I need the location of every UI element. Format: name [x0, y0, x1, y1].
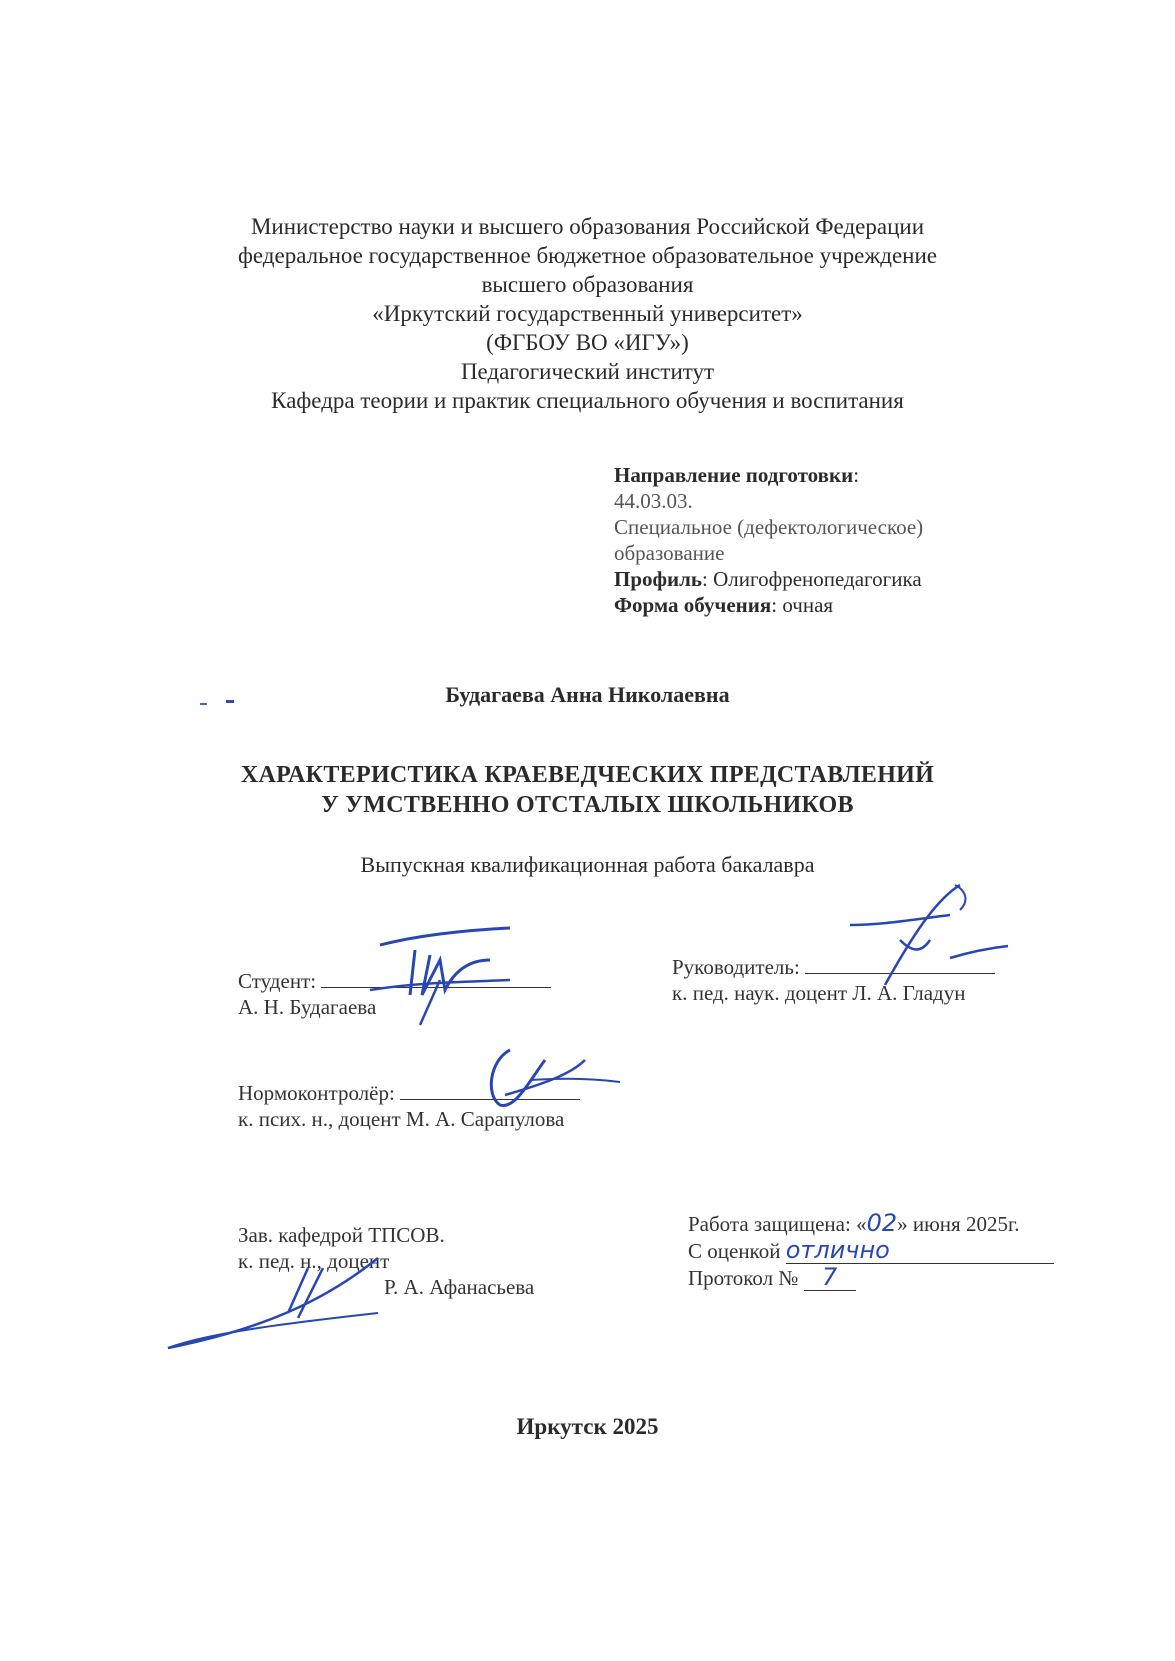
head-position: Зав. кафедрой ТПСОВ. [238, 1223, 445, 1247]
head-degree: к. пед. н., доцент [238, 1249, 390, 1273]
supervisor-label: Руководитель: [672, 955, 800, 979]
header-institute: Педагогический институт [460, 359, 715, 384]
direction-name-line2: образование [614, 541, 725, 565]
profile-value: Олигофренопедагогика [713, 567, 922, 591]
header-education-level: высшего образования [481, 272, 694, 297]
head-block [238, 1222, 534, 1300]
header-university: «Иркутский государственный университет» [372, 301, 803, 326]
form-value: очная [782, 593, 834, 617]
supervisor-signature-line [805, 973, 995, 974]
work-type: Выпускная квалификационная работа бакалавра [360, 852, 815, 877]
thesis-title [0, 760, 1175, 820]
normcontrol-signature-line [400, 1099, 580, 1100]
supervisor-block [672, 954, 995, 1006]
normcontrol-name: к. псих. н., доцент М. А. Сарапулова [238, 1107, 565, 1131]
ministry-header [0, 212, 1175, 415]
direction-name-line1: Специальное (дефектологическое) [614, 515, 924, 539]
header-institution-type: федеральное государственное бюджетное образовательное учреждение [237, 243, 938, 268]
defense-suffix: » июня 2025г. [897, 1212, 1020, 1236]
study-direction-block: Направление подготовки: 44.03.03. Специальное (дефектологическое) образование Профиль: Олигофренопедагогика Форма обучения: очная [614, 463, 924, 617]
student-name: А. Н. Будагаева [238, 995, 377, 1019]
title-line2: У УМСТВЕННО ОТСТАЛЫХ ШКОЛЬНИКОВ [321, 792, 854, 818]
defense-block [688, 1210, 1054, 1291]
city-year: Иркутск 2025 [516, 1414, 659, 1439]
direction-code: 44.03.03. [614, 489, 693, 513]
defense-day: 02 [866, 1209, 898, 1237]
grade-value: отлично [786, 1237, 1054, 1264]
header-abbreviation: (ФГБОУ ВО «ИГУ») [486, 330, 689, 355]
defense-label: Работа защищена: « [688, 1212, 867, 1236]
student-label: Студент: [238, 969, 317, 993]
head-name: Р. А. Афанасьева [384, 1275, 535, 1299]
protocol-value: 7 [804, 1264, 856, 1291]
protocol-label: Протокол № [688, 1266, 799, 1290]
form-label: Форма обучения [614, 593, 772, 617]
header-ministry: Министерство науки и высшего образования Российской Федерации [250, 214, 925, 239]
direction-label: Направление подготовки [614, 463, 854, 487]
author-name: Будагаева Анна Николаевна [445, 682, 730, 707]
header-department: Кафедра теории и практик специального обучения и воспитания [271, 388, 904, 413]
normcontrol-block [238, 1080, 580, 1132]
normcontrol-label: Нормоконтролёр: [238, 1081, 395, 1105]
profile-label: Профиль [614, 567, 703, 591]
student-block [238, 968, 551, 1020]
grade-label: С оценкой [688, 1239, 781, 1263]
student-signature-line [321, 987, 551, 988]
title-line1: ХАРАКТЕРИСТИКА КРАЕВЕДЧЕСКИХ ПРЕДСТАВЛЕНИЙ [240, 762, 935, 788]
supervisor-name: к. пед. наук. доцент Л. А. Гладун [672, 981, 966, 1005]
